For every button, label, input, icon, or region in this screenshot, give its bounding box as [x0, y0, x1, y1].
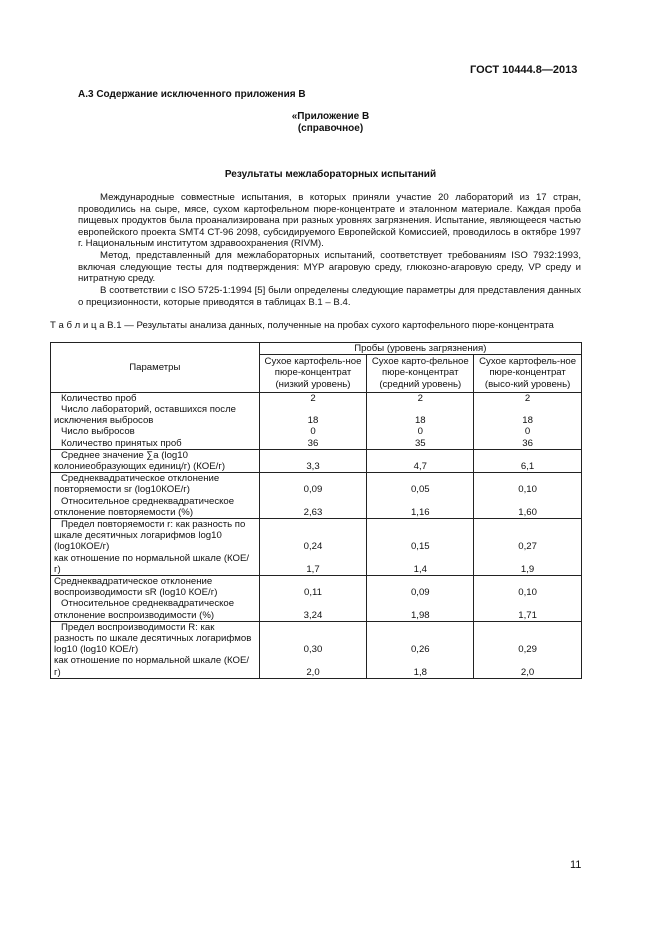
cell-medium: 0,05 [367, 473, 474, 496]
cell-high: 2,0 [474, 655, 582, 678]
column-header-low: Сухое картофель-ное пюре-концентрат (низкий уровень) [259, 355, 367, 393]
cell-high: 0,10 [474, 473, 582, 496]
cell-medium: 2 [367, 392, 474, 404]
cell-high: 0,29 [474, 621, 582, 655]
table-row [51, 496, 582, 519]
cell-medium: 0,26 [367, 621, 474, 655]
table-row [51, 404, 582, 426]
cell-high: 1,9 [474, 553, 582, 576]
column-header-high: Сухое картофель-ное пюре-концентрат (высо-кий уровень) [474, 355, 582, 393]
cell-low: 3,3 [259, 449, 367, 472]
row-label: Относительное среднеквадратическое отклонение воспроизводимости (%) [51, 598, 260, 621]
cell-medium: 0,15 [367, 519, 474, 553]
cell-low: 1,7 [259, 553, 367, 576]
cell-high: 2 [474, 392, 582, 404]
cell-medium: 1,4 [367, 553, 474, 576]
table-row [51, 519, 582, 553]
cell-low: 36 [259, 438, 367, 450]
appendix-title-line2: (справочное) [297, 123, 364, 134]
cell-high: 0,10 [474, 576, 582, 599]
row-label: Количество проб [51, 392, 260, 404]
cell-medium: 0,09 [367, 576, 474, 599]
cell-medium: 1,8 [367, 655, 474, 678]
table-row [51, 438, 582, 450]
cell-low: 0 [259, 426, 367, 437]
row-label: Предел повторяемости r: как разность по шкале десятичных логарифмов log10 (log10КОЕ/г) [51, 519, 260, 553]
paragraph-method: Метод, представленный для межлабораторных испытаний, соответствует требованиям ISO 7932:1993, включая следующие тесты для подтверждения: MYP агаровую среду, глюкозно-агаровую среду, VP среду и нитратную среду. [78, 250, 581, 284]
page-number: 11 [570, 859, 582, 871]
row-label: Число выбросов [51, 426, 260, 437]
paragraph-intro: Международные совместные испытания, в которых приняли участие 20 лабораторий из 17 стран, проводились на сыре, мясе, сухом картофельном пюре-концентрате и эталонном материале. Каждая проба пищевых продуктов была проанализирована при разных уровнях загрязнения. Испытание, являющееся частью европейского проекта SMT4 CT-96 2098, субсидируемого Европейской Комиссией, проводилось в октябре 1997 г. Национальным институтом здравоохранения (RIVM). [78, 192, 581, 249]
cell-low: 2,63 [259, 496, 367, 519]
row-label: Относительное среднеквадратическое отклонение повторяемости (%) [51, 496, 260, 519]
row-label: Среднеквадратическое отклонение повторяемости sr (log10КОЕ/г) [51, 473, 260, 496]
section-title: А.3 Содержание исключенного приложения В [78, 89, 306, 100]
cell-high: 18 [474, 404, 582, 426]
cell-high: 36 [474, 438, 582, 450]
table-row [51, 449, 582, 472]
standard-code: ГОСТ 10444.8—2013 [470, 64, 578, 76]
table-row [51, 621, 582, 655]
cell-high: 0,27 [474, 519, 582, 553]
cell-medium: 18 [367, 404, 474, 426]
row-label: Среднеквадратическое отклонение воспроизводимости sR (log10 КОЕ/г) [51, 576, 260, 599]
cell-low: 2,0 [259, 655, 367, 678]
row-label: Количество принятых проб [51, 438, 260, 450]
table-row [51, 392, 582, 404]
table-row [51, 426, 582, 437]
table-row [51, 655, 582, 678]
cell-low: 0,30 [259, 621, 367, 655]
cell-high: 0 [474, 426, 582, 437]
cell-low: 3,24 [259, 598, 367, 621]
row-label: Предел воспроизводимости R: как разность по шкале десятичных логарифмов log10 (log10 КОЕ/г) [51, 621, 260, 655]
table-caption: Т а б л и ц а В.1 — Результаты анализа данных, полученные на пробах сухого картофельного пюре-концентрата [50, 320, 554, 331]
cell-medium: 4,7 [367, 449, 474, 472]
paragraph-iso: В соответствии с ISO 5725-1:1994 [5] были определены следующие параметры для представления данных о прецизионности, которые приводятся в таблицах В.1 – В.4. [78, 285, 581, 308]
cell-low: 2 [259, 392, 367, 404]
row-label: Число лабораторий, оставшихся после исключения выбросов [51, 404, 260, 426]
param-header: Параметры [51, 343, 260, 393]
cell-low: 18 [259, 404, 367, 426]
cell-medium: 1,16 [367, 496, 474, 519]
column-header-medium: Сухое карто-фельное пюре-концентрат (средний уровень) [367, 355, 474, 393]
cell-low: 0,09 [259, 473, 367, 496]
appendix-title-line1: «Приложение В [291, 111, 370, 122]
table-row [51, 553, 582, 576]
row-label: Среднее значение ∑a (log10 колониеобразующих единиц/г) (КОЕ/г) [51, 449, 260, 472]
cell-high: 6,1 [474, 449, 582, 472]
table-row [51, 473, 582, 496]
cell-medium: 1,98 [367, 598, 474, 621]
cell-high: 1,71 [474, 598, 582, 621]
table-row [51, 598, 582, 621]
cell-medium: 0 [367, 426, 474, 437]
group-header: Пробы (уровень загрязнения) [259, 343, 581, 355]
cell-high: 1,60 [474, 496, 582, 519]
table-row [51, 576, 582, 599]
cell-low: 0,11 [259, 576, 367, 599]
results-table [50, 342, 582, 679]
results-title: Результаты межлабораторных испытаний [224, 169, 437, 180]
cell-medium: 35 [367, 438, 474, 450]
appendix-title [0, 111, 661, 135]
row-label: как отношение по нормальной шкале (КОЕ/г) [51, 655, 260, 678]
table-header-row [51, 343, 582, 355]
cell-low: 0,24 [259, 519, 367, 553]
row-label: как отношение по нормальной шкале (КОЕ/г) [51, 553, 260, 576]
